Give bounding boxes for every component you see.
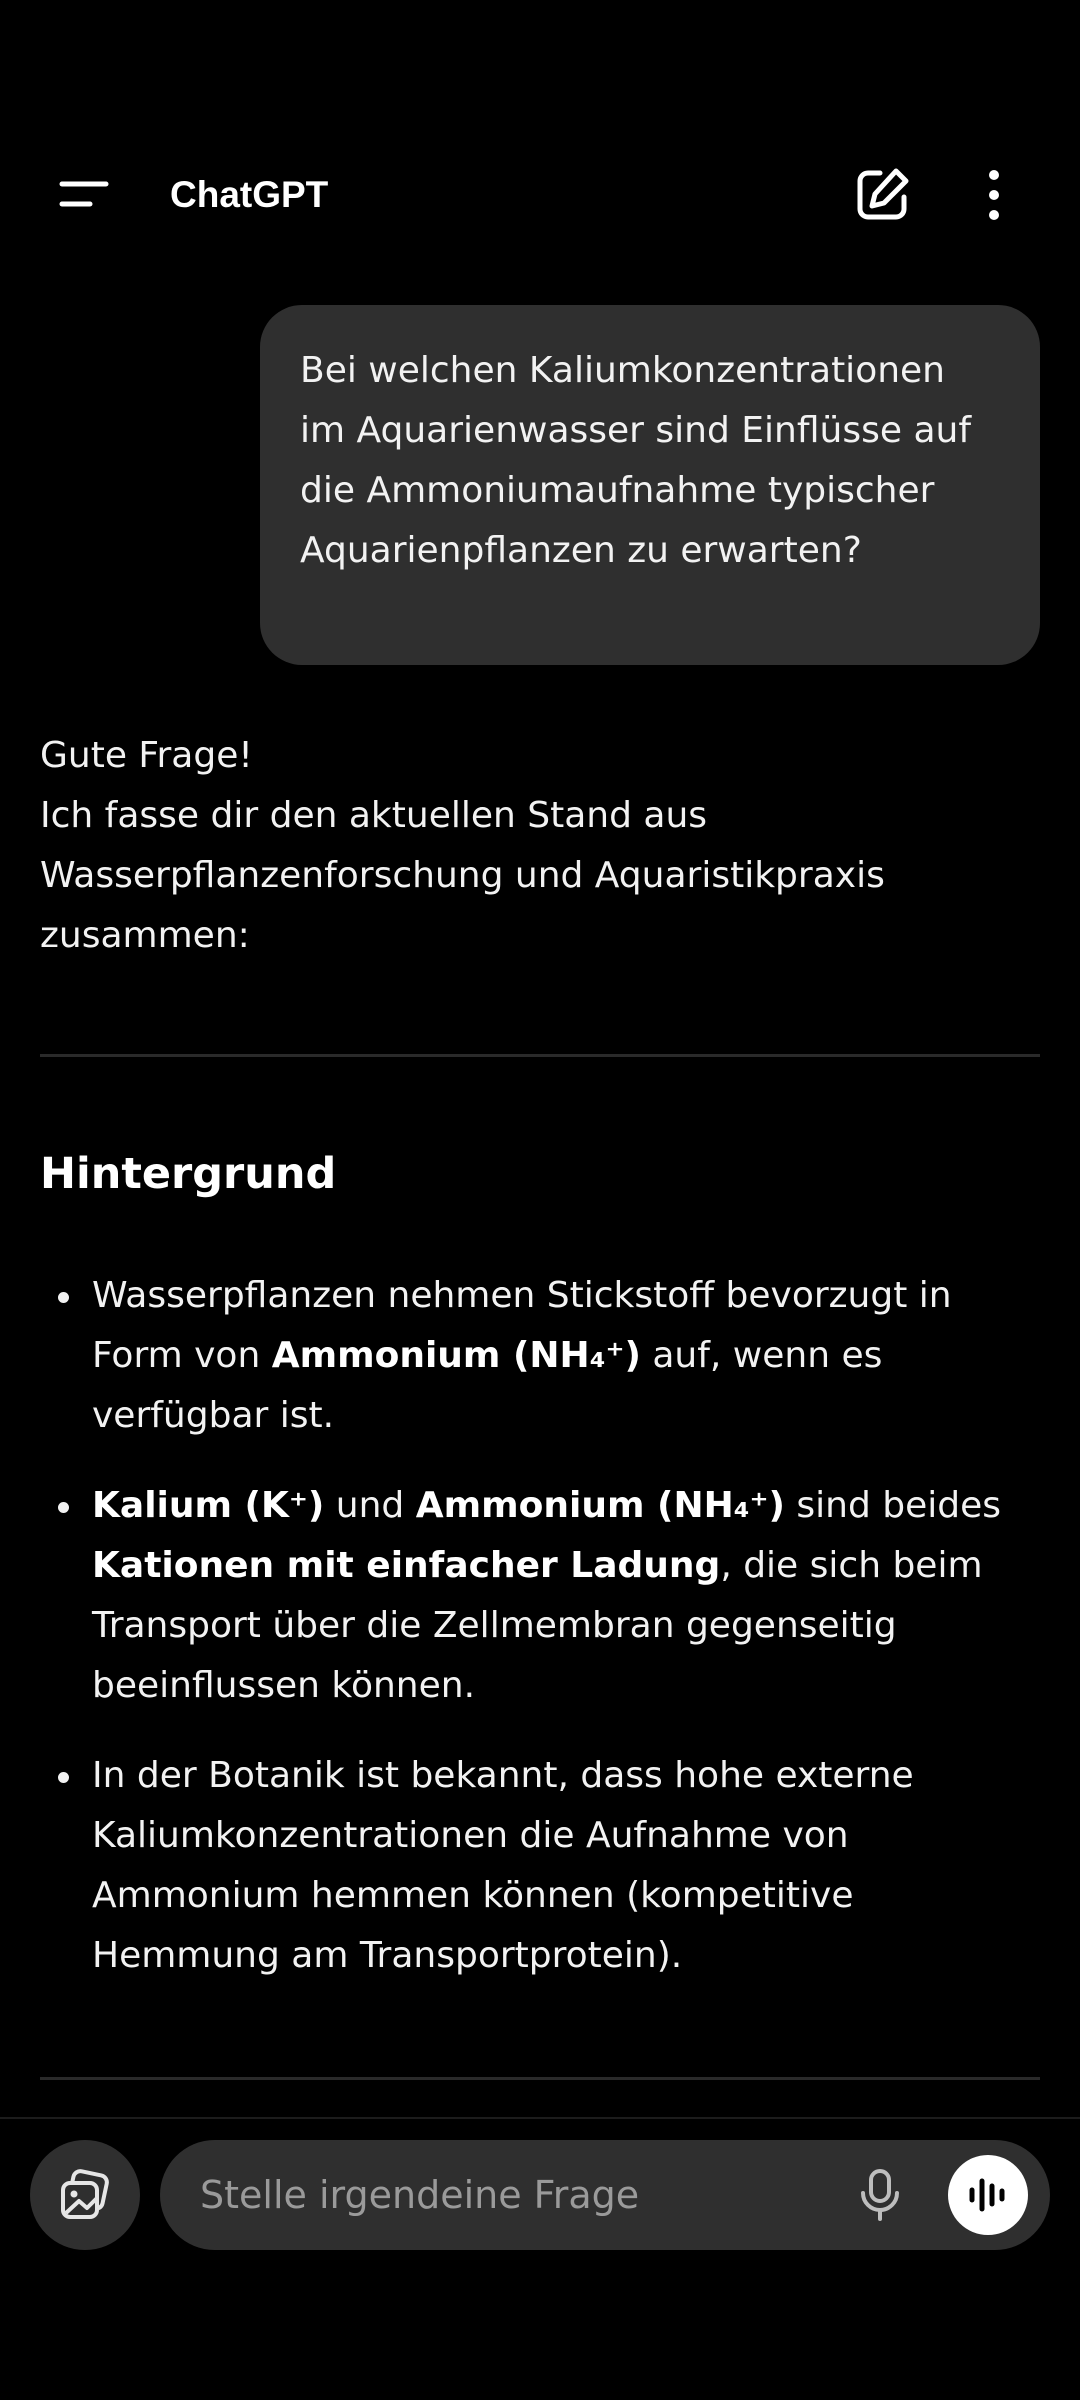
divider bbox=[40, 1054, 1040, 1057]
section-heading: Hintergrund bbox=[40, 1149, 337, 1199]
new-chat-icon bbox=[852, 165, 912, 225]
bullet-list bbox=[40, 1266, 1050, 2016]
attach-image-button[interactable] bbox=[30, 2140, 140, 2250]
divider bbox=[40, 2077, 1040, 2080]
list-item: In der Botanik ist bekannt, dass hohe externe Kaliumkonzentrationen die Aufnahme von Ammonium hemmen können (kompetitive Hemmung am Transportprotein). bbox=[40, 1746, 1050, 1986]
app-title: ChatGPT bbox=[170, 174, 329, 215]
composer-separator bbox=[0, 2117, 1080, 2119]
user-message-text: Bei welchen Kaliumkonzentrationen im Aquarienwasser sind Einflüsse auf die Ammoniumaufnahme typischer Aquarienpflanzen zu erwarten? bbox=[300, 350, 971, 571]
microphone-button[interactable] bbox=[850, 2165, 910, 2225]
voice-mode-button[interactable] bbox=[948, 2155, 1028, 2235]
list-item: Wasserpflanzen nehmen Stickstoff bevorzugt in Form von Ammonium (NH₄⁺) auf, wenn es verfügbar ist. bbox=[40, 1266, 1050, 1446]
image-gallery-icon bbox=[57, 2167, 113, 2223]
menu-button[interactable] bbox=[50, 168, 120, 222]
message-composer bbox=[160, 2140, 1050, 2250]
assistant-greeting: Gute Frage! bbox=[40, 735, 253, 776]
menu-icon bbox=[50, 168, 120, 222]
list-item: Kalium (K⁺) und Ammonium (NH₄⁺) sind beides Kationen mit einfacher Ladung, die sich beim Transport über die Zellmembran gegenseitig beeinflussen können. bbox=[40, 1476, 1050, 1716]
bullet-dot bbox=[58, 1772, 69, 1783]
more-vertical-icon bbox=[972, 165, 1016, 225]
message-input[interactable] bbox=[200, 2140, 800, 2250]
user-message-bubble bbox=[260, 305, 1040, 665]
voice-mode-icon bbox=[964, 2171, 1012, 2219]
new-chat-button[interactable] bbox=[852, 165, 912, 225]
assistant-message bbox=[40, 726, 1040, 966]
assistant-intro: Ich fasse dir den aktuellen Stand aus Wasserpflanzenforschung und Aquaristikpraxis zusammen: bbox=[40, 795, 885, 956]
microphone-icon bbox=[850, 2165, 910, 2225]
more-options-button[interactable] bbox=[972, 165, 1016, 225]
bullet-dot bbox=[58, 1502, 69, 1513]
top-app-bar bbox=[0, 150, 1080, 240]
bullet-dot bbox=[58, 1292, 69, 1303]
